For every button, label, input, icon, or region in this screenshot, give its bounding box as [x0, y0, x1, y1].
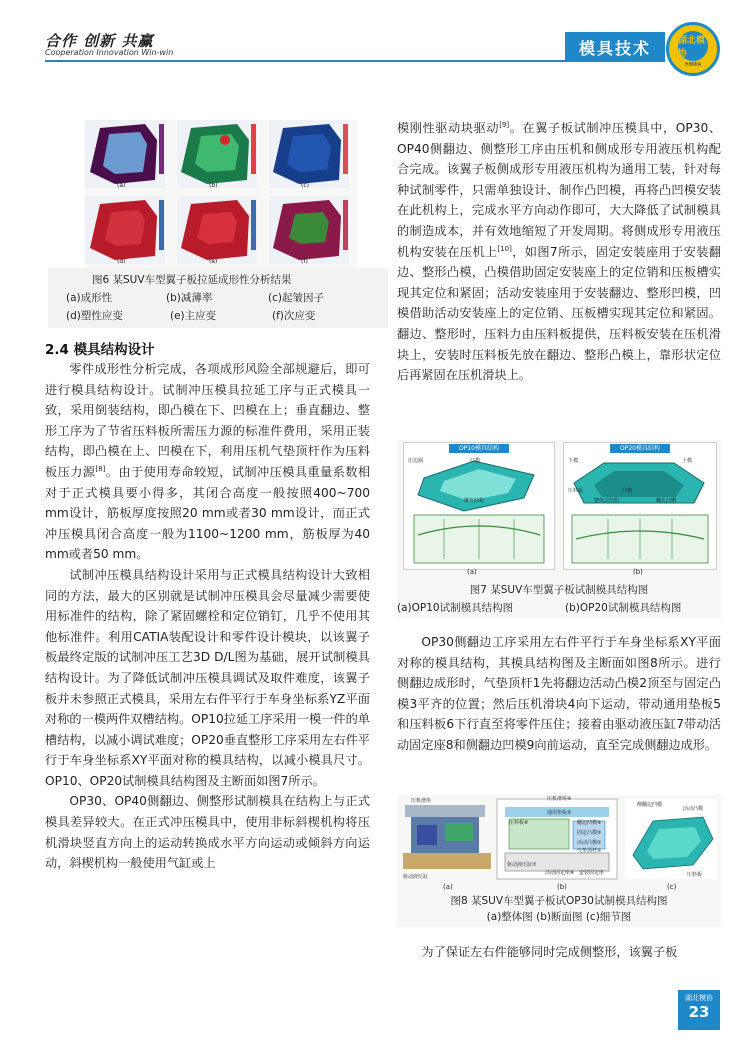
fig8-area [397, 795, 721, 927]
fig8-b-label-9: 活动固定座⑧ [545, 870, 575, 876]
fig6-image [85, 120, 357, 268]
fig6-legend-a: (a)成形性 [66, 292, 113, 304]
section-tab: 模具技术 [565, 32, 665, 62]
page-number: 23 [688, 1003, 710, 1021]
fig8-c-label-3: 压料板 [687, 872, 703, 878]
section-heading: 2.4 模具结构设计 [45, 342, 155, 358]
fig8-b-label-6: 活动凸模② [577, 840, 602, 846]
right-paragraph-1b: 。在翼子板试制冲压模具中，OP30、OP40侧翻边、侧整形工序由压机和侧成形专用液压机构配合完成。该翼子板侧成形专用液压机构为通用工装，针对每种试制零件，只需单独设计、制作凸凹模，再将凸凹模安装在此机构上，完成水平方向动作即可，大大降低了试制模具的制造成本，并有效地缩短了开发周期。将侧成形专用液压机构安装在压机上 [397, 121, 722, 259]
fig8-b-label-4: 翻边凹模⑨ [577, 820, 602, 826]
fig8-b-label-1: 压机滑块④ [547, 796, 572, 802]
right-paragraph-3: 为了保证左右件能够同时完成侧整形，该翼子板 [421, 945, 678, 959]
fig6-label-d: (d) [117, 258, 126, 265]
fig6-panel-d [85, 196, 165, 264]
fig6-legend-e: (e)主应变 [170, 310, 217, 322]
fig6-panel-b [177, 120, 257, 188]
fig7-a-label-2: 凸模 [470, 458, 481, 464]
right-column-top [397, 118, 721, 386]
fig6-simulation-grid [85, 120, 357, 268]
fig8-c-label-2: 活动凸模 [683, 806, 704, 812]
fig8-b-label-7: 气垫顶杆① [577, 848, 602, 854]
left-paragraph-3: OP30、OP40侧翻边、侧整形试制模具在结构上与正式模具差异较大。在正式冲压模具中，使用非标斜楔机构将压机滑块竖直方向上的运动转换成水平方向运动或倾斜方向运动，斜楔机构一般使用气缸或上 [45, 794, 370, 871]
right-paragraph-1c: ，如图7所示，固定安装座用于安装翻边、整形凸模，凸模借助固定安装座上的定位销和压板槽实现其定位和紧固；活动安装座用于安装翻边、整形凹模，凹模借助活动安装座上的定位销、压板槽实现其定位和紧固。翻边、整形时，压料力由压料板提供，压料板安装在压机滑块上，安装时压料板先放在翻边、整形凸模上，靠形状定位后再紧固在压机滑块上。 [397, 244, 721, 383]
fig7-a-label-3: 镶块结构 [464, 498, 485, 504]
left-paragraph-1-text: 零件成形性分析完成，各项成形风险全部规避后，即可进行模具结构设计。试制冲压模具拉延工序与正式模具一致，采用倒装结构，即凸模在下、凹模在上；垂直翻边、整形工序为了节省压料板所需压力源的标准件费用，采用正装结构，即凸模在上、凹模在下，利用压机气垫顶杆作为压料板压力源 [45, 362, 370, 479]
fig7-b-label-4: 凸模 [622, 488, 633, 494]
left-paragraph-2: 试制冲压模具结构设计采用与正式模具结构设计大致相同的方法，最大的区别就是试制冲压模具会尽量减少需要使用标准件的结构，除了紧固螺栓和定位销钉，几乎不使用其他标准件。利用CATIA装配设计和零件设计模块，以该翼子板最终定版的试制冲压工艺3D D/L图为基础，展开试制模具结构设计。为了降低试制冲压模具调试及取件难度，该翼子板并未参照正式模具，采用左右件平行于车身坐标系YZ平面对称的一模两件双槽结构。OP10拉延工序采用一模一件的单槽结构，以减小调试难度；OP20垂直整形工序采用左右件平行于车身坐标系XY平面对称的模具结构，以减小模具尺寸。OP10、OP20试制模具结构图及主断面如图7所示。 [45, 567, 370, 788]
fig6-title: 图6 某SUV车型翼子板拉延成形性分析结果 [92, 274, 292, 286]
fig6-panel-e [177, 196, 257, 264]
fig6-label-e: (e) [209, 258, 218, 265]
fig8-b-label-8: 驱动液压缸⑦ [507, 862, 537, 868]
fig7-panel-a-title: OP10模具结构 [449, 444, 509, 453]
fig7-legend-b: (b)OP20试制模具结构图 [565, 602, 682, 614]
fig7-op10-drawing [404, 453, 554, 567]
fig6-label-f: (f) [301, 258, 308, 265]
fig8-a-label-2: 驱动液压缸 [403, 874, 429, 880]
fig8-panel-c [625, 799, 717, 879]
fig6-label-c: (c) [301, 182, 309, 189]
right-column-mid [397, 632, 721, 756]
header-slogan: 合作 创新 共赢 [45, 32, 154, 50]
fig7-title: 图7 某SUV车型翼子板试制模具结构图 [469, 584, 649, 596]
association-logo [666, 22, 720, 76]
fig8-sub-a: (a) [443, 883, 453, 891]
right-paragraph-1 [397, 118, 721, 386]
fig8-b-label-10: 安装固定座 [579, 870, 605, 876]
fig6-panel-f [269, 196, 349, 264]
fig7-panel-a [403, 442, 555, 570]
fig7-a-label-1: 压边圈 [408, 458, 424, 464]
fig8-title: 图8 某SUV车型翼子板试OP30试制模具结构图 [450, 895, 668, 907]
fig8-b-label-3: 压料板⑥ [509, 820, 529, 826]
fig8-b-label-5: 固定凸模③ [577, 830, 602, 836]
right-paragraph-2: OP30侧翻边工序采用左右件平行于车身坐标系XY平面对称的模具结构，其模具结构图及主断面如图8所示。进行侧翻边成形时，气垫顶杆1先将翻边活动凸模2顶至与固定凸模3平齐的位置；然后压机滑块4向下运动，带动通用垫板5和压料板6下行直至将零件压住；接着由驱动液压缸7带动活动固定座8和侧翻边凹模9向前运动，直至完成侧翻边成形。 [397, 635, 721, 752]
fig8-legend: (a)整体图 (b)断面图 (c)细节图 [486, 911, 632, 923]
page-footer-badge [678, 990, 720, 1030]
fig7-panel-b [563, 442, 717, 570]
ref-9: [9] [499, 120, 510, 129]
fig6-caption-area [48, 268, 388, 328]
left-paragraph-1-cont: 由于使用寿命较短，试制冲压模具重量系数相对于正式模具要小得多，其闭合高度一般按照400~700 mm设计，筋板厚度按照20 mm或者30 mm设计，而正式冲压模具闭合高度一般为1100~1200 mm，筋板厚为40 mm或者50 mm。 [45, 464, 371, 562]
fig6-label-a: (a) [117, 182, 126, 189]
right-paragraph-1a: 模刚性驱动块驱动 [397, 121, 500, 135]
fig7-b-label-6: 螺孔凹槽 [656, 498, 677, 504]
fig6-legend-f: (f)次应变 [272, 310, 316, 322]
right-column-bottom [397, 942, 721, 963]
fig8-panel-a [403, 805, 491, 869]
fig7-b-label-1: 下模 [568, 458, 579, 464]
logo-caption: HBMIA [684, 61, 702, 68]
fig7-b-label-5: 整体式结构 [594, 498, 620, 504]
fig7-op20-drawing [564, 453, 716, 567]
fig6-panel-c [269, 120, 349, 188]
left-column [45, 359, 370, 874]
fig8-sub-b: (b) [557, 883, 567, 891]
ref-8: [8] [95, 464, 106, 473]
fig8-a-label-1: 压机滑块 [411, 798, 432, 804]
fig7-legend-a: (a)OP10试制模具结构图 [397, 602, 514, 614]
fig8-b-label-2: 通用垫板⑤ [547, 810, 572, 816]
ref-10: [10] [497, 244, 512, 253]
fig8-c-label-1: 侧翻边凹模 [637, 802, 663, 808]
header-rule [45, 60, 565, 62]
fig7-sub-b: (b) [633, 568, 643, 576]
fig6-legend-c: (c)起皱因子 [268, 292, 324, 304]
logo-mark: 湖北模协 [678, 31, 708, 61]
fig7-panel-b-title: OP20模具结构 [610, 444, 670, 453]
fig8-sub-c: (c) [667, 883, 677, 891]
fig7-area [397, 440, 721, 618]
fig6-panel-a [85, 120, 165, 188]
fig6-label-b: (b) [209, 182, 218, 189]
fig6-legend-d: (d)塑性应变 [66, 310, 123, 322]
fig7-b-label-2: 上模 [682, 458, 693, 464]
header-slogan-en: Cooperation Innovation Win-win [45, 48, 174, 57]
fig6-legend-b: (b)减薄率 [166, 292, 213, 304]
footer-journal: 湖北模协 [685, 994, 713, 1002]
fig7-b-label-3: 压料板 [568, 488, 584, 494]
left-paragraph-1 [45, 359, 370, 565]
left-paragraph-1-end: 。 [105, 464, 119, 479]
fig7-sub-a: (a) [467, 568, 477, 576]
